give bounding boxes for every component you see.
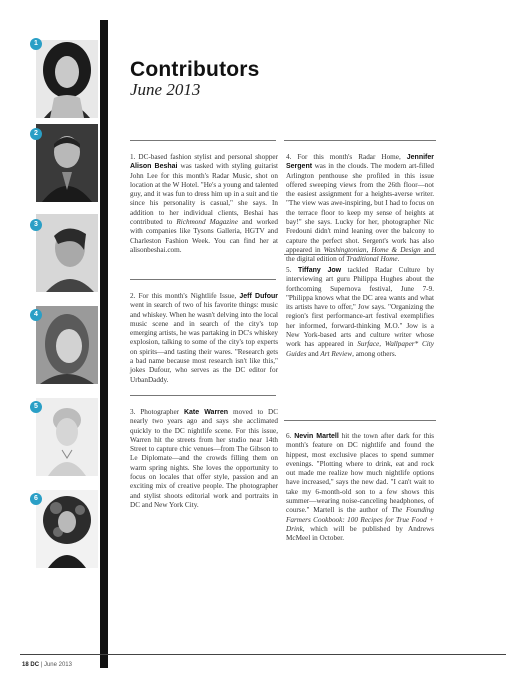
badge-3: 3: [30, 219, 42, 231]
entry-text: .: [397, 255, 400, 264]
entry-number: 6.: [286, 432, 292, 440]
contributor-name: Alison Beshai: [130, 163, 178, 171]
entry-text: and: [306, 349, 321, 358]
publication-name: Surface, Wallpaper* City Guides: [286, 340, 434, 358]
entry-text: , which will be published by Andrews McMeel in October.: [286, 524, 434, 543]
badge-4: 4: [30, 309, 42, 321]
badge-6: 6: [30, 493, 42, 505]
footer-separator: |: [40, 662, 43, 668]
publication-name: The Founding Farmers Cookbook: 100 Recipes for True Food + Drink: [286, 506, 434, 533]
entry-text: For this month's Nightlife Issue,: [135, 292, 240, 300]
publication-name: Richmond Magazine: [176, 218, 238, 227]
page-number: 18: [22, 662, 29, 668]
contributor-entry-4: [286, 153, 434, 265]
entry-text: and the digital edition of: [286, 245, 434, 264]
rule-mid-left: [130, 279, 276, 280]
contributor-name: Jennifer Sergent: [286, 154, 434, 171]
entry-text: was tasked with styling guitarist John Lee for this month's Radar Music, shot on location at the W Hotel. "He's a young and talented guy, and it was fun to dress him up in a suit and tie since his personality is casual," she says. In addition to her individual clients, Beshai has contributed to: [130, 162, 278, 227]
badge-1: 1: [30, 38, 42, 50]
publication-name: Traditional Home: [346, 255, 398, 264]
rule-low-right: [284, 420, 436, 421]
entry-number: 5.: [286, 266, 292, 274]
page-title: Contributors: [130, 58, 260, 81]
contributor-name: Tiffany Jow: [297, 267, 342, 274]
contributor-name: Kate Warren: [183, 409, 229, 416]
page-subtitle: June 2013: [130, 80, 201, 99]
entry-number: 4.: [286, 153, 292, 161]
contributor-entry-3: [130, 408, 278, 510]
contributor-entry-1: [130, 153, 278, 255]
entry-text: For this month's Radar Home,: [291, 153, 407, 161]
entry-text: , among others.: [352, 349, 397, 358]
entry-text: moved to DC nearly two years ago and says she acclimated quickly to the DC nightlife scene. For this issue, Warren hit the streets from her studio near 14th Street to capture chic venues—from The Gibson to Le Diplomate—and the crowds filling them on warm spring nights. She loves the opportunity to focus on locales that offer style, passion and an exciting mix of creative people. The photographer and stylist shoots editorial work and portraits in DC and New York City.: [130, 408, 278, 509]
publication-name: Home & Design: [371, 245, 421, 254]
entry-number: 2.: [130, 292, 136, 300]
entry-number: 1.: [130, 153, 136, 161]
entry-text: went in search of two of his favorite things: music and whiskey. When he wasn't delving into the local music scene and in search of the city's top emerging artists, he was partaking in DC's whiskey explosion, talking to some of the city's top experts on spirits—and tasting their wares. "Research gets a bad name because most research isn't like this," jokes Dufour, who serves as the DC editor for UrbanDaddy.: [130, 301, 278, 384]
rule-low-left: [130, 395, 276, 396]
contributor-photo-6: [36, 490, 98, 568]
contributor-photo-4: [36, 306, 98, 384]
entry-text: ,: [366, 245, 372, 254]
contributor-photo-1: [36, 40, 98, 118]
contributor-entry-5: [286, 266, 434, 359]
footer-rule: [20, 654, 506, 655]
rule-top-left: [130, 140, 276, 141]
contributor-photo-5: [36, 398, 98, 476]
publication-name: Washingtonian: [323, 245, 367, 254]
badge-5: 5: [30, 401, 42, 413]
publication-name: Art Review: [320, 349, 353, 358]
rule-top-right: [284, 140, 436, 141]
magazine-name: DC: [30, 662, 40, 668]
entry-text: Photographer: [135, 408, 184, 416]
entry-text: tackled Radar Culture by interviewing art guru Philippa Hughes about the forthcoming Supernova festival, June 7-9. "Philippa knows what the DC area wants and what its artists have to offer," Jow says. "Organizing the region's first performance-art festival exemplifies her informed, forward-thinking M.O." Jow is a New York-based arts and culture writer whose work has appeared in: [286, 266, 434, 349]
contributor-name: Nevin Martell: [294, 433, 339, 440]
entry-text: DC-based fashion stylist and personal shopper: [135, 153, 278, 161]
contributor-entry-6: [286, 432, 434, 544]
issue-date: June 2013: [43, 662, 72, 668]
badge-2: 2: [30, 128, 42, 140]
contributor-photo-2: [36, 124, 98, 202]
contributor-entry-2: [130, 292, 278, 385]
contributor-photo-3: [36, 214, 98, 292]
divider-bar: [100, 20, 108, 668]
entry-text: hit the town after dark for this month's feature on DC nightlife and found the hippest, most exclusive places to spend summer evenings. "Plotting where to drink, eat and rock out made me realize how much nightlife options have increased," says the new dad. "I can't wait to take my 6-month-old son to a few shows this summer—wearing noise-canceling headphones, of course." Martell is the author of: [286, 432, 434, 515]
entry-text: was in the clouds. The modern art-filled Arlington penthouse she profiled in this issue offered sweeping views from the 26th floor—not the easiest assignment for a heights-averse writer. "The view was awe-inspiring, but I had to focus on the terrace floor to keep my sense of heights at bay!" she says. Lucky for her, photographer Nic Fredouni didn't mind leaning over the balcony to capture the perfect shot. Sergent's work has also appeared in: [286, 162, 434, 254]
contributor-name: Jeff Dufour: [239, 293, 278, 300]
page-footer: [22, 662, 72, 668]
entry-number: 3.: [130, 408, 136, 416]
entry-text: and worked with companies like Tysons Galleria, HGTV and Charleston Fashion Week. You can find her at alisonbeshai.com.: [130, 218, 278, 254]
